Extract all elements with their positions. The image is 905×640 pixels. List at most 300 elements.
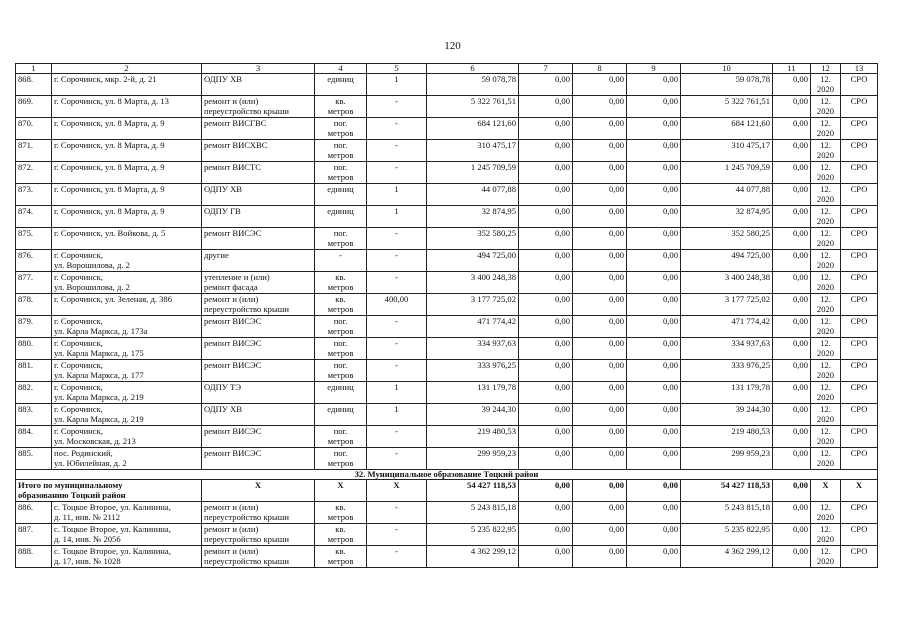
- unit-cell-text: кв.: [335, 272, 346, 282]
- work-type-cell: [202, 184, 315, 206]
- method-cell: [841, 360, 878, 382]
- unit-cell: [315, 426, 367, 448]
- row-number-text: 886.: [18, 502, 34, 512]
- value-cell-text: 0,00: [608, 206, 624, 216]
- cost-cell: [427, 140, 519, 162]
- work-type-cell-text: переустройство крыши: [204, 304, 289, 315]
- value-cell-text: 0,00: [662, 316, 678, 326]
- value-cell-text: 0,00: [554, 162, 570, 172]
- cost-cell: [427, 250, 519, 272]
- total-cost-cell-text: 684 121,60: [731, 118, 770, 128]
- value-cell-text: 0,00: [554, 96, 570, 106]
- column-number-header: [16, 64, 878, 74]
- value-cell-text: 0,00: [608, 140, 624, 150]
- quantity-cell-text: -: [395, 162, 398, 172]
- value-cell: [519, 426, 573, 448]
- quantity-cell: [367, 118, 427, 140]
- value-cell: [519, 338, 573, 360]
- header-cell: 4: [315, 64, 367, 74]
- value-cell-text: 0,00: [608, 502, 624, 512]
- value-cell-text: 0,00: [608, 524, 624, 534]
- value-cell-text: 0,00: [608, 162, 624, 172]
- cost-cell: [427, 382, 519, 404]
- value-cell-text: 0,00: [608, 448, 624, 458]
- unit-cell: [315, 140, 367, 162]
- method-cell: [841, 316, 878, 338]
- value-cell: [773, 96, 811, 118]
- method-cell-text: СРО: [850, 502, 868, 512]
- unit-cell-text: кв.: [335, 294, 346, 304]
- header-cell: 5: [367, 64, 427, 74]
- work-type-cell-text: ремонт фасада: [204, 282, 258, 293]
- work-type-cell-text: ремонт ВИСХВС: [204, 140, 268, 150]
- total-cost-cell: [681, 524, 773, 546]
- method-cell: [841, 162, 878, 184]
- value-cell-text: 0,00: [792, 382, 808, 392]
- total-x-text: Х: [393, 480, 400, 490]
- unit-cell-text: пог.: [333, 360, 348, 370]
- total-cost-cell-text: 44 077,88: [735, 184, 770, 194]
- cost-cell: [427, 118, 519, 140]
- method-cell: [841, 546, 878, 568]
- value-cell-text: 0,00: [554, 448, 570, 458]
- work-type-cell-text: ремонт ВИСЭС: [204, 448, 262, 458]
- work-type-cell: [202, 338, 315, 360]
- deadline-cell-text: 2020: [816, 128, 835, 139]
- quantity-cell: [367, 382, 427, 404]
- total-cost-cell: [681, 316, 773, 338]
- deadline-cell: [811, 228, 841, 250]
- row-number-text: 868.: [18, 74, 34, 84]
- work-type-cell: [202, 382, 315, 404]
- unit-cell-text: метров: [327, 512, 354, 523]
- value-cell: [573, 426, 627, 448]
- work-type-cell-text: ОДПУ ТЭ: [204, 382, 242, 392]
- value-cell-text: 0,00: [554, 316, 570, 326]
- work-type-cell-text: другие: [204, 250, 229, 260]
- value-cell-text: 0,00: [792, 294, 808, 304]
- unit-cell: [315, 338, 367, 360]
- deadline-cell: [811, 316, 841, 338]
- work-type-cell: [202, 546, 315, 568]
- value-cell: [573, 360, 627, 382]
- total-value: [773, 480, 811, 502]
- deadline-cell-text: 12.: [820, 140, 831, 150]
- value-cell-text: 0,00: [792, 118, 808, 128]
- method-cell: [841, 250, 878, 272]
- total-x: [841, 480, 878, 502]
- work-type-cell-text: ОДПУ ХВ: [204, 74, 243, 84]
- row-number-text: 869.: [18, 96, 34, 106]
- cost-cell-text: 352 580,25: [477, 228, 516, 238]
- cost-cell: [427, 228, 519, 250]
- total-cost-cell: [681, 118, 773, 140]
- total-x: [315, 480, 367, 502]
- table-row: [16, 448, 878, 470]
- total-cost-cell: [681, 360, 773, 382]
- method-cell: [841, 74, 878, 96]
- value-cell: [773, 162, 811, 184]
- value-cell-text: 0,00: [608, 316, 624, 326]
- work-type-cell-text: ремонт и (или): [204, 294, 259, 304]
- value-cell: [573, 404, 627, 426]
- value-cell-text: 0,00: [662, 426, 678, 436]
- work-type-cell: [202, 250, 315, 272]
- work-type-cell: [202, 404, 315, 426]
- total-cost-cell-text: 310 475,17: [731, 140, 770, 150]
- address-cell: [52, 448, 202, 470]
- address-cell: [52, 360, 202, 382]
- deadline-cell-text: 12.: [820, 524, 831, 534]
- method-cell-text: СРО: [850, 184, 868, 194]
- value-cell-text: 0,00: [554, 502, 570, 512]
- work-type-cell-text: ремонт ВИСТС: [204, 162, 262, 172]
- deadline-cell: [811, 250, 841, 272]
- work-type-cell: [202, 524, 315, 546]
- total-x-text: Х: [337, 480, 344, 490]
- method-cell: [841, 448, 878, 470]
- header-cell: 11: [773, 64, 811, 74]
- value-cell-text: 0,00: [792, 96, 808, 106]
- unit-cell-text: пог.: [333, 118, 348, 128]
- cost-cell-text: 334 937,63: [477, 338, 516, 348]
- address-cell: [52, 502, 202, 524]
- method-cell-text: СРО: [850, 272, 868, 282]
- unit-cell: [315, 546, 367, 568]
- deadline-cell-text: 12.: [820, 546, 831, 556]
- cost-cell-text: 59 078,78: [481, 74, 516, 84]
- unit-cell-text: пог.: [333, 140, 348, 150]
- work-type-cell: [202, 74, 315, 96]
- total-cost-cell-text: 39 244,30: [735, 404, 770, 414]
- value-cell-text: 0,00: [554, 426, 570, 436]
- table-row: [16, 316, 878, 338]
- deadline-cell-text: 2020: [816, 260, 835, 271]
- address-cell: [52, 74, 202, 96]
- work-type-cell: [202, 316, 315, 338]
- unit-cell-text: кв.: [335, 502, 346, 512]
- quantity-cell: [367, 162, 427, 184]
- total-cost-cell: [681, 404, 773, 426]
- value-cell-text: 0,00: [554, 118, 570, 128]
- unit-cell: [315, 74, 367, 96]
- value-cell-text: 0,00: [662, 184, 678, 194]
- value-cell: [773, 338, 811, 360]
- address-cell-text: г. Сорочинск, ул. 8 Марта, д. 9: [54, 162, 165, 172]
- value-cell: [773, 404, 811, 426]
- unit-cell-text: метров: [327, 128, 354, 139]
- row-number: [16, 360, 52, 382]
- deadline-cell-text: 12.: [820, 184, 831, 194]
- capital-repair-table: [15, 63, 878, 568]
- table-row: [16, 524, 878, 546]
- value-cell-text: 0,00: [792, 140, 808, 150]
- deadline-cell: [811, 206, 841, 228]
- value-cell: [519, 118, 573, 140]
- value-cell: [573, 294, 627, 316]
- deadline-cell-text: 12.: [820, 294, 831, 304]
- table-row: [16, 382, 878, 404]
- value-cell-text: 0,00: [662, 162, 678, 172]
- address-cell-text: г. Сорочинск,: [54, 338, 103, 348]
- method-cell-text: СРО: [850, 118, 868, 128]
- row-number-text: 875.: [18, 228, 34, 238]
- deadline-cell: [811, 162, 841, 184]
- address-cell-text: ул. Карла Маркса, д. 177: [54, 370, 144, 381]
- value-cell-text: 0,00: [554, 524, 570, 534]
- address-cell: [52, 316, 202, 338]
- total-cost-cell-text: 5 322 761,51: [724, 96, 770, 106]
- cost-cell: [427, 294, 519, 316]
- value-cell-text: 0,00: [554, 228, 570, 238]
- value-cell-text: 0,00: [662, 404, 678, 414]
- total-cost-cell-text: 5 235 822,95: [724, 524, 770, 534]
- total-cost-cell-text: 471 774,42: [731, 316, 770, 326]
- value-cell: [773, 382, 811, 404]
- unit-cell-text: метров: [327, 304, 354, 315]
- method-cell-text: СРО: [850, 524, 868, 534]
- row-number: [16, 272, 52, 294]
- value-cell: [573, 96, 627, 118]
- cost-cell-text: 5 322 761,51: [470, 96, 516, 106]
- quantity-cell-text: -: [395, 524, 398, 534]
- value-cell: [519, 228, 573, 250]
- method-cell-text: СРО: [850, 74, 868, 84]
- row-number: [16, 162, 52, 184]
- deadline-cell-text: 2020: [816, 556, 835, 567]
- work-type-cell: [202, 140, 315, 162]
- quantity-cell: [367, 502, 427, 524]
- quantity-cell: [367, 316, 427, 338]
- unit-cell: [315, 118, 367, 140]
- work-type-cell: [202, 294, 315, 316]
- unit-cell: [315, 382, 367, 404]
- value-cell: [573, 546, 627, 568]
- value-cell-text: 0,00: [608, 360, 624, 370]
- value-cell-text: 0,00: [792, 546, 808, 556]
- cost-cell-text: 44 077,88: [481, 184, 516, 194]
- work-type-cell-text: переустройство крыши: [204, 106, 289, 117]
- total-x: [367, 480, 427, 502]
- value-cell-text: 0,00: [554, 294, 570, 304]
- total-cost-cell: [681, 338, 773, 360]
- unit-cell-text: метров: [327, 238, 354, 249]
- value-cell-text: 0,00: [662, 360, 678, 370]
- work-type-cell: [202, 272, 315, 294]
- method-cell: [841, 272, 878, 294]
- value-cell-text: 0,00: [554, 184, 570, 194]
- address-cell: [52, 294, 202, 316]
- quantity-cell-text: -: [395, 228, 398, 238]
- unit-cell: [315, 448, 367, 470]
- work-type-cell: [202, 426, 315, 448]
- quantity-cell-text: -: [395, 448, 398, 458]
- unit-cell-text: метров: [327, 106, 354, 117]
- deadline-cell: [811, 404, 841, 426]
- method-cell: [841, 118, 878, 140]
- deadline-cell-text: 2020: [816, 370, 835, 381]
- cost-cell-text: 471 774,42: [477, 316, 516, 326]
- unit-cell-text: метров: [327, 326, 354, 337]
- total-cost-text: 54 427 118,53: [467, 480, 516, 490]
- value-cell: [627, 96, 681, 118]
- quantity-cell-text: -: [395, 546, 398, 556]
- method-cell: [841, 206, 878, 228]
- address-cell-text: ул. Карла Маркса, д. 219: [54, 414, 144, 425]
- row-number-text: 874.: [18, 206, 34, 216]
- quantity-cell-text: -: [395, 140, 398, 150]
- deadline-cell-text: 12.: [820, 96, 831, 106]
- deadline-cell-text: 12.: [820, 338, 831, 348]
- deadline-cell-text: 2020: [816, 326, 835, 337]
- value-cell: [519, 74, 573, 96]
- quantity-cell-text: -: [395, 272, 398, 282]
- address-cell-text: с. Тоцкое Второе, ул. Калинина,: [54, 524, 171, 534]
- total-cost-cell: [681, 184, 773, 206]
- deadline-cell-text: 12.: [820, 382, 831, 392]
- address-cell-text: г. Сорочинск, ул. 8 Марта, д. 9: [54, 184, 165, 194]
- total-label: [16, 480, 202, 502]
- row-number-text: 871.: [18, 140, 34, 150]
- address-cell: [52, 140, 202, 162]
- value-cell-text: 0,00: [662, 338, 678, 348]
- value-cell-text: 0,00: [608, 546, 624, 556]
- table-row: [16, 360, 878, 382]
- quantity-cell: [367, 426, 427, 448]
- method-cell: [841, 184, 878, 206]
- address-cell-text: г. Сорочинск, ул. Войкова, д. 5: [54, 228, 166, 238]
- value-cell-text: 0,00: [662, 502, 678, 512]
- value-cell-text: 0,00: [662, 228, 678, 238]
- value-cell: [773, 426, 811, 448]
- value-cell-text: 0,00: [792, 524, 808, 534]
- total-value-text: 0,00: [608, 480, 624, 490]
- deadline-cell: [811, 294, 841, 316]
- total-x: [811, 480, 841, 502]
- value-cell-text: 0,00: [608, 96, 624, 106]
- value-cell-text: 0,00: [792, 448, 808, 458]
- method-cell-text: СРО: [850, 360, 868, 370]
- unit-cell-text: метров: [327, 556, 354, 567]
- deadline-cell: [811, 524, 841, 546]
- method-cell-text: СРО: [850, 250, 868, 260]
- value-cell-text: 0,00: [608, 338, 624, 348]
- value-cell: [773, 140, 811, 162]
- work-type-cell-text: ремонт и (или): [204, 546, 259, 556]
- work-type-cell-text: ремонт ВИСЭС: [204, 360, 262, 370]
- total-label-text: образованию Тоцкий район: [18, 490, 126, 501]
- value-cell-text: 0,00: [662, 206, 678, 216]
- total-cost-cell: [681, 426, 773, 448]
- work-type-cell-text: ОДПУ ГВ: [204, 206, 241, 216]
- cost-cell-text: 299 959,23: [477, 448, 516, 458]
- total-cost-cell: [681, 250, 773, 272]
- total-cost-cell: [681, 96, 773, 118]
- address-cell: [52, 272, 202, 294]
- cost-cell-text: 333 976,25: [477, 360, 516, 370]
- cost-cell: [427, 502, 519, 524]
- value-cell-text: 0,00: [608, 184, 624, 194]
- total-cost-cell-text: 131 179,78: [731, 382, 770, 392]
- value-cell: [627, 404, 681, 426]
- quantity-cell-text: 1: [394, 382, 399, 392]
- deadline-cell-text: 12.: [820, 118, 831, 128]
- value-cell: [773, 118, 811, 140]
- quantity-cell: [367, 360, 427, 382]
- work-type-cell: [202, 96, 315, 118]
- table-row: [16, 118, 878, 140]
- value-cell-text: 0,00: [608, 294, 624, 304]
- total-cost-cell-text: 32 874,95: [735, 206, 770, 216]
- total-value-text: 0,00: [554, 480, 570, 490]
- value-cell: [627, 360, 681, 382]
- value-cell: [573, 206, 627, 228]
- deadline-cell: [811, 426, 841, 448]
- cost-cell-text: 131 179,78: [477, 382, 516, 392]
- value-cell: [773, 502, 811, 524]
- value-cell: [519, 524, 573, 546]
- row-number-text: 878.: [18, 294, 34, 304]
- address-cell-text: ул. Карла Маркса, д. 175: [54, 348, 144, 359]
- value-cell: [519, 272, 573, 294]
- method-cell-text: СРО: [850, 162, 868, 172]
- work-type-cell-text: ремонт и (или): [204, 502, 259, 512]
- deadline-cell-text: 2020: [816, 282, 835, 293]
- address-cell-text: г. Сорочинск, ул. 8 Марта, д. 9: [54, 118, 165, 128]
- work-type-cell: [202, 162, 315, 184]
- unit-cell: [315, 228, 367, 250]
- value-cell: [519, 140, 573, 162]
- cost-cell-text: 684 121,60: [477, 118, 516, 128]
- value-cell: [519, 184, 573, 206]
- value-cell-text: 0,00: [554, 272, 570, 282]
- unit-cell-text: метров: [327, 348, 354, 359]
- deadline-cell: [811, 140, 841, 162]
- value-cell-text: 0,00: [662, 140, 678, 150]
- total-cost-cell-text: 1 245 709,59: [724, 162, 770, 172]
- quantity-cell: [367, 448, 427, 470]
- value-cell-text: 0,00: [662, 294, 678, 304]
- quantity-cell-text: 1: [394, 206, 399, 216]
- row-number-text: 881.: [18, 360, 34, 370]
- address-cell-text: с. Тоцкое Второе, ул. Калинина,: [54, 502, 171, 512]
- address-cell-text: г. Сорочинск,: [54, 426, 103, 436]
- total-cost-cell-text: 219 480,53: [731, 426, 770, 436]
- method-cell: [841, 404, 878, 426]
- value-cell: [627, 316, 681, 338]
- quantity-cell-text: -: [395, 426, 398, 436]
- address-cell-text: г. Сорочинск, ул. Зеленая, д. 386: [54, 294, 173, 304]
- deadline-cell-text: 2020: [816, 216, 835, 227]
- row-number-text: 877.: [18, 272, 34, 282]
- quantity-cell: [367, 294, 427, 316]
- cost-cell-text: 494 725,00: [477, 250, 516, 260]
- table-row: [16, 250, 878, 272]
- work-type-cell-text: ОДПУ ХВ: [204, 184, 243, 194]
- cost-cell-text: 5 243 815,18: [470, 502, 516, 512]
- cost-cell: [427, 546, 519, 568]
- row-number: [16, 524, 52, 546]
- method-cell: [841, 502, 878, 524]
- value-cell-text: 0,00: [662, 448, 678, 458]
- quantity-cell-text: -: [395, 118, 398, 128]
- quantity-cell: [367, 250, 427, 272]
- header-cell: 3: [202, 64, 315, 74]
- value-cell: [519, 404, 573, 426]
- value-cell-text: 0,00: [662, 382, 678, 392]
- work-type-cell: [202, 228, 315, 250]
- work-type-cell-text: переустройство крыши: [204, 556, 289, 567]
